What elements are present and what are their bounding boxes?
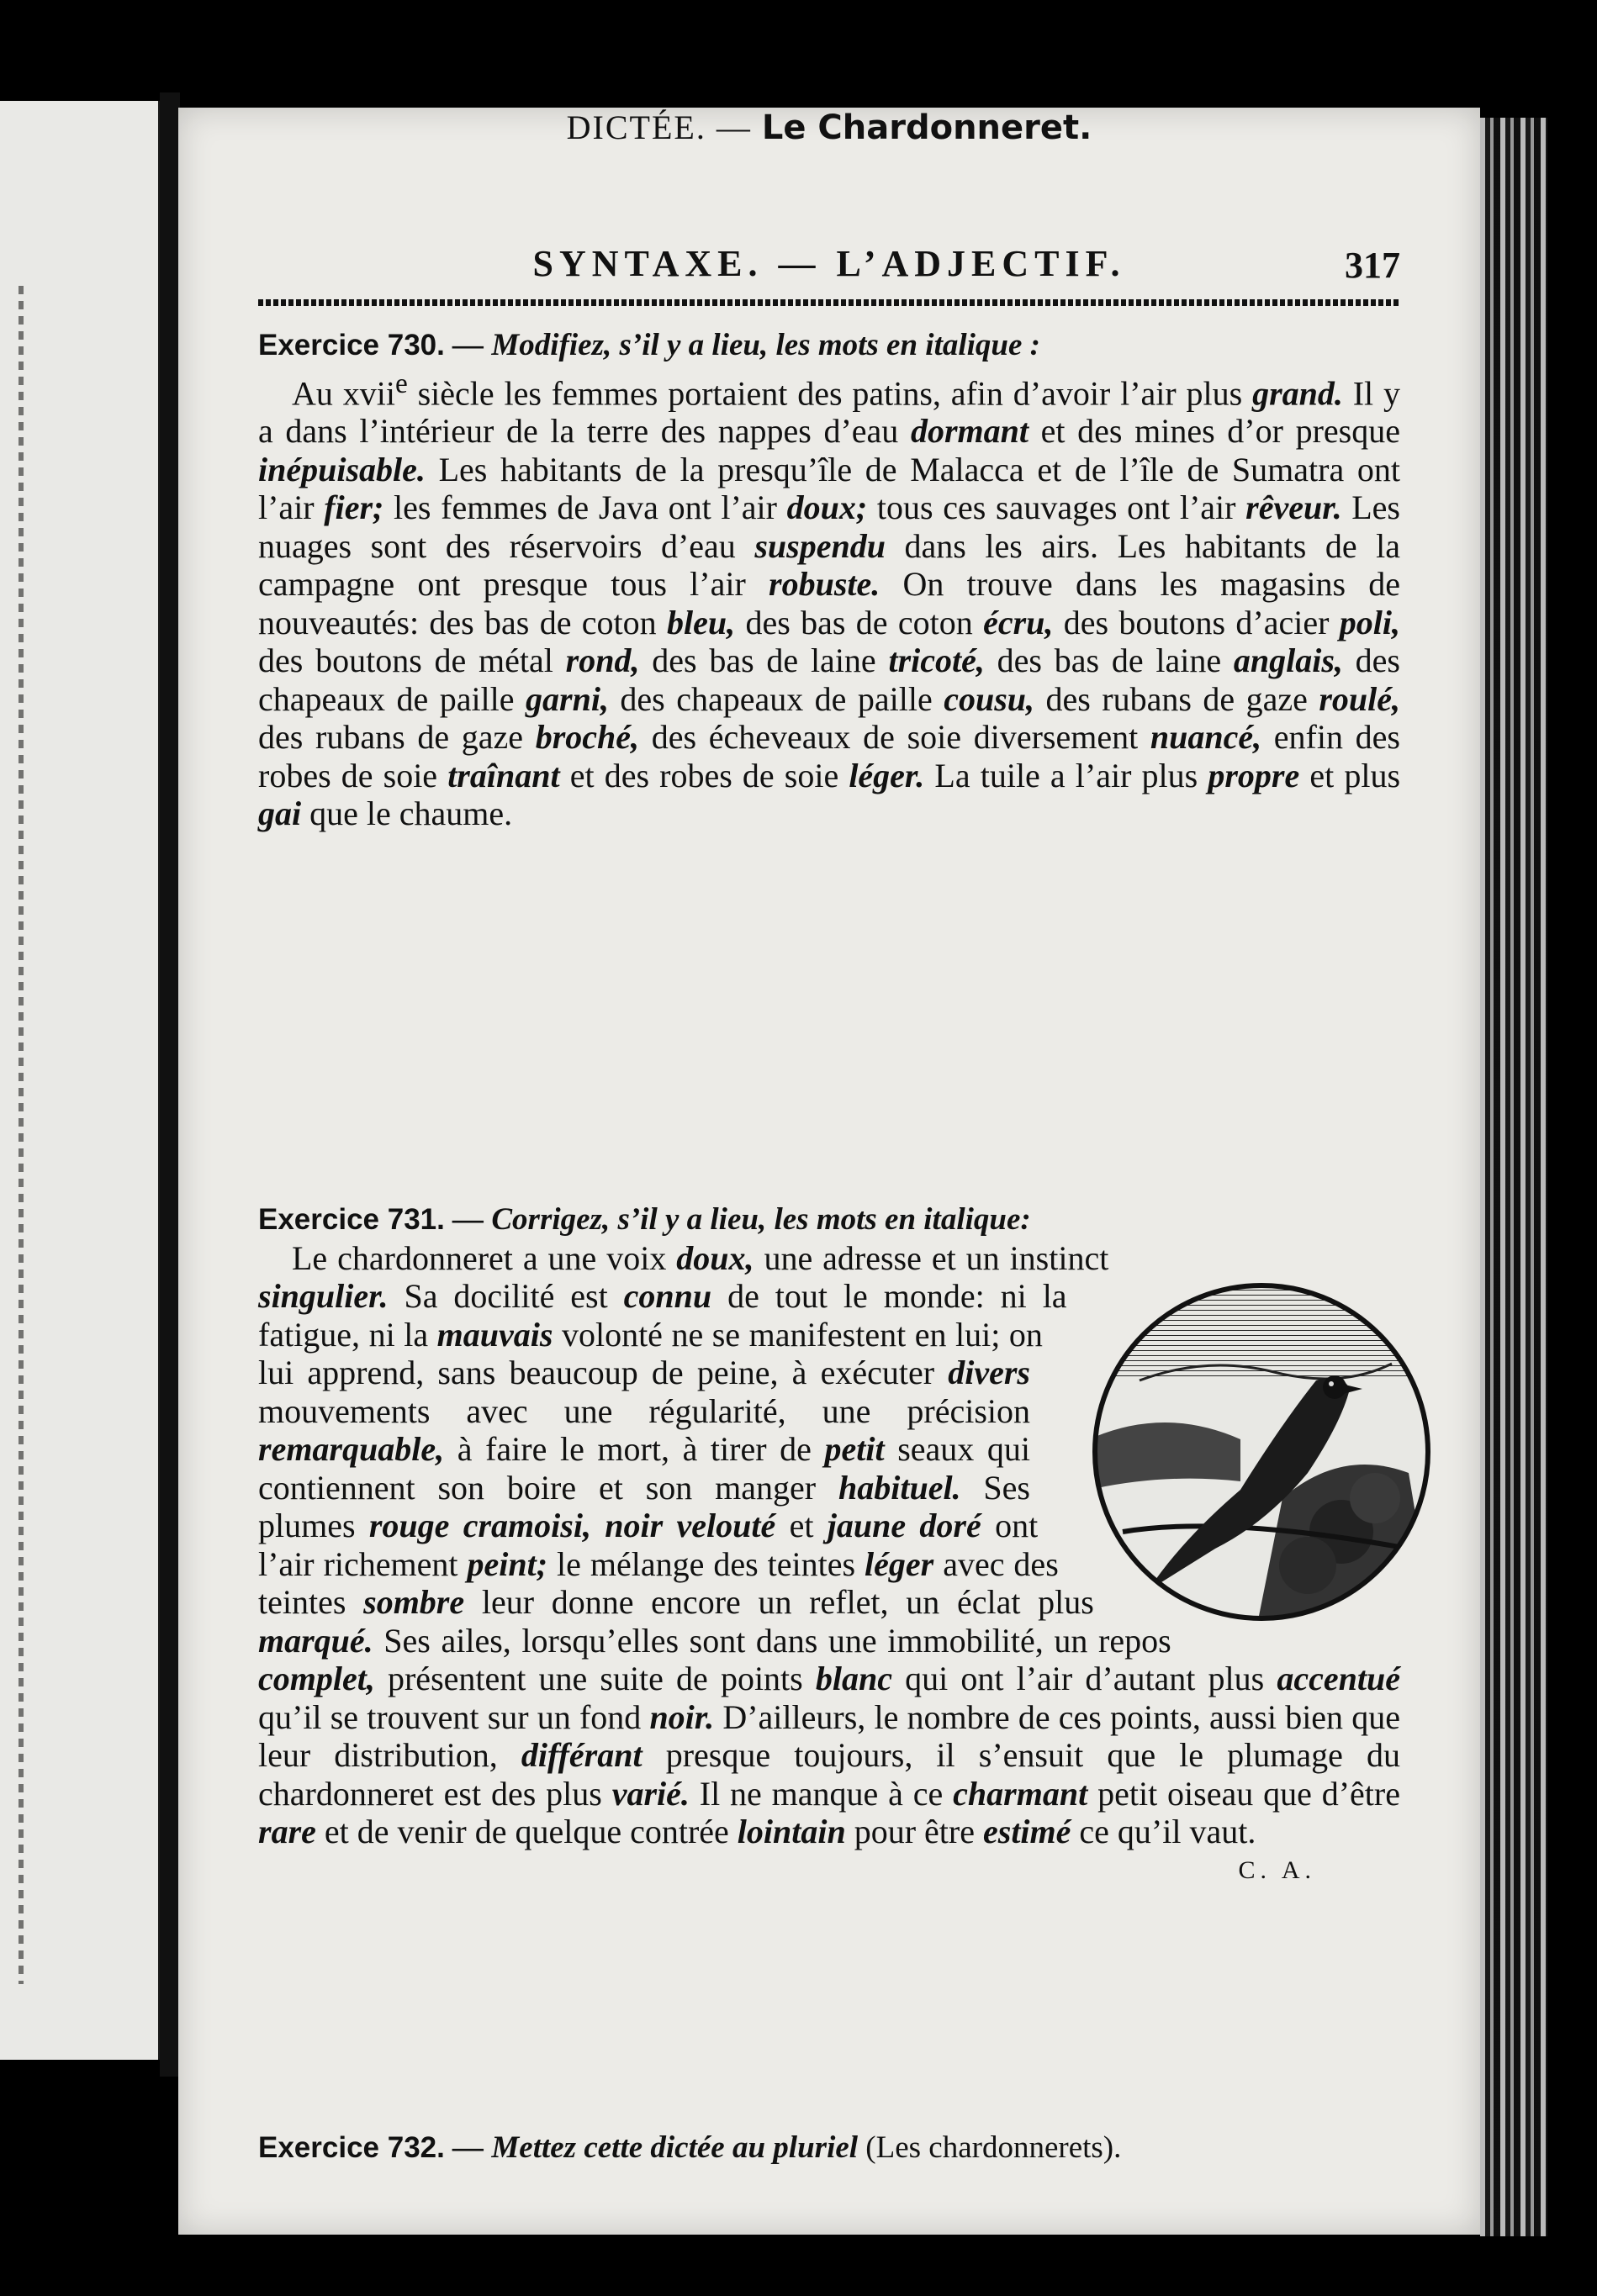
italic-word: peint; bbox=[467, 1544, 548, 1583]
text-run: mouvements avec une régularité, une précision bbox=[258, 1391, 1030, 1430]
italic-word: doux; bbox=[786, 488, 868, 527]
running-head-title: SYNTAXE. — L’ADJECTIF. bbox=[532, 243, 1126, 284]
text-run: des chapeaux de paille bbox=[258, 641, 1400, 718]
text-run: D’ailleurs, le nombre de ces points, aussi bien que leur distribution, bbox=[258, 1697, 1400, 1774]
dictee-title: Le Chardonneret. bbox=[761, 108, 1092, 147]
text-run: petit oiseau que d’être bbox=[1087, 1774, 1400, 1813]
exercise-731-text bbox=[258, 1239, 1400, 1851]
italic-word: complet, bbox=[258, 1660, 375, 1697]
text-run: des bas de laine bbox=[639, 641, 889, 680]
exercise-730-text bbox=[258, 365, 1400, 833]
text-run: à faire le mort, à tirer de bbox=[444, 1430, 825, 1468]
exercise-instruction: — Modifiez, s’il y a lieu, les mots en italique : bbox=[444, 328, 1040, 362]
text-run: ce qu’il vaut. bbox=[1071, 1813, 1256, 1850]
exercise-731 bbox=[258, 1201, 1400, 1889]
italic-word: grand. bbox=[1252, 373, 1343, 412]
text-run: présentent une suite de points bbox=[374, 1660, 816, 1697]
page-stack-edge bbox=[1480, 118, 1547, 2236]
exercise-label: Exercice 730. bbox=[258, 329, 445, 362]
text-run: de tout le monde: ni la fatigue, ni la bbox=[258, 1277, 1067, 1354]
italic-word: marqué. bbox=[258, 1621, 373, 1660]
italic-word: rouge cramoisi, bbox=[368, 1507, 591, 1544]
left-page-edge bbox=[0, 101, 161, 2060]
italic-word: divers bbox=[948, 1354, 1030, 1391]
text-run: des bas de coton bbox=[735, 603, 984, 641]
italic-word: habituel. bbox=[838, 1468, 961, 1507]
italic-word: petit bbox=[824, 1430, 885, 1468]
italic-word: traînant bbox=[447, 756, 560, 794]
text-run: leur donne encore un reflet, un éclat plus bbox=[464, 1583, 1094, 1621]
italic-word: robuste. bbox=[769, 565, 880, 604]
text-run: des rubans de gaze bbox=[1034, 679, 1319, 718]
text-run: presque toujours, il s’ensuit que le plumage du chardonneret est des plus bbox=[258, 1736, 1401, 1813]
page-number: 317 bbox=[1345, 245, 1400, 286]
text-run: qui ont l’air d’autant plus bbox=[892, 1660, 1277, 1697]
italic-word: doux, bbox=[676, 1238, 754, 1277]
text-run: tous ces sauvages ont l’air bbox=[867, 488, 1246, 527]
italic-word: nuancé, bbox=[1150, 718, 1262, 757]
text-run: Ses ailes, lorsqu’elles sont dans une immobilité, un repos bbox=[373, 1621, 1171, 1660]
text-run: les femmes de Java ont l’air bbox=[383, 488, 787, 527]
text-run: Sa docilité est bbox=[388, 1277, 624, 1315]
italic-word: accentué bbox=[1277, 1660, 1400, 1697]
page-content bbox=[258, 108, 1401, 2165]
text-run: Les nuages sont des réservoirs d’eau bbox=[258, 488, 1400, 565]
goldfinch-engraving-icon bbox=[1055, 1280, 1400, 1624]
italic-word: blanc bbox=[815, 1660, 892, 1697]
italic-word: léger bbox=[865, 1544, 934, 1583]
text-run: et des robes de soie bbox=[559, 756, 849, 794]
text-run: des boutons de métal bbox=[258, 641, 566, 680]
running-head bbox=[258, 242, 1400, 293]
text-run: des bas de laine bbox=[984, 641, 1234, 680]
exercise-label: Exercice 732. bbox=[258, 2131, 445, 2164]
text-run: des chapeaux de paille bbox=[608, 679, 944, 718]
italic-word: inépuisable. bbox=[258, 450, 426, 488]
goldfinch-illustration bbox=[1089, 1280, 1434, 1624]
text-run: Au xvii bbox=[292, 373, 395, 412]
italic-word: lointain bbox=[737, 1813, 846, 1850]
exercise-note: (Les chardonnerets). bbox=[858, 2130, 1122, 2165]
text-run: La tuile a l’air plus bbox=[924, 756, 1208, 794]
book-spine bbox=[160, 92, 180, 2077]
italic-word: remarquable, bbox=[258, 1430, 445, 1468]
italic-word: garni, bbox=[526, 679, 609, 718]
italic-word: cousu, bbox=[944, 679, 1035, 718]
italic-word: tricoté, bbox=[888, 641, 985, 680]
italic-word: noir velouté bbox=[605, 1507, 776, 1544]
exercise-instruction: — Mettez cette dictée au pluriel bbox=[444, 2130, 859, 2165]
italic-word: connu bbox=[623, 1277, 712, 1315]
text-run: et de venir de quelque contrée bbox=[315, 1813, 738, 1850]
italic-word: roulé, bbox=[1319, 679, 1401, 718]
italic-word: différant bbox=[521, 1736, 643, 1774]
italic-word: suspendu bbox=[754, 526, 886, 565]
text-run: et bbox=[775, 1507, 828, 1544]
italic-word: rond, bbox=[565, 641, 640, 680]
text-run: avec des teintes bbox=[258, 1544, 1059, 1621]
text-run: qu’il se trouvent sur un fond bbox=[258, 1697, 650, 1736]
book-page bbox=[178, 108, 1480, 2235]
exercise-label: Exercice 731. bbox=[258, 1203, 445, 1236]
italic-word: charmant bbox=[953, 1774, 1088, 1813]
text-run: seaux qui contiennent son boire et son manger bbox=[258, 1430, 1031, 1507]
exercise-732 bbox=[258, 2130, 1400, 2166]
italic-word: rare bbox=[258, 1813, 316, 1850]
italic-word: broché, bbox=[535, 718, 640, 757]
italic-word: fier; bbox=[324, 488, 384, 527]
header-rule bbox=[258, 299, 1400, 306]
text-run: Il ne manque à ce bbox=[689, 1774, 954, 1813]
text-run: dans les airs. Les habitants de la campagne ont presque tous l’air bbox=[258, 526, 1400, 604]
text-run: et des mines d’or presque bbox=[1028, 412, 1400, 451]
text-run: pour être bbox=[845, 1813, 983, 1850]
italic-word: bleu, bbox=[667, 603, 736, 641]
text-run: Il y a dans l’intérieur de la terre des nappes d’eau bbox=[258, 373, 1400, 451]
text-run: On trouve dans les magasins de nouveautés: des bas de coton bbox=[258, 565, 1401, 641]
italic-word: léger. bbox=[849, 756, 925, 794]
text-run: le mélange des teintes bbox=[547, 1544, 865, 1583]
text-run: Le chardonneret a une voix bbox=[292, 1238, 677, 1277]
text-run: une adresse et un instinct bbox=[754, 1238, 1109, 1277]
text-run: des boutons d’acier bbox=[1053, 603, 1340, 641]
text-run: e bbox=[394, 367, 408, 399]
italic-word: écru, bbox=[983, 603, 1054, 641]
exercise-730 bbox=[258, 326, 1400, 833]
italic-word: sombre bbox=[363, 1583, 465, 1621]
exercise-730-heading bbox=[258, 326, 1400, 365]
text-run: volonté ne se manifestent en lui; on lui apprend, sans beaucoup de peine, à exécuter bbox=[258, 1315, 1043, 1391]
dictee-heading bbox=[258, 108, 1400, 147]
italic-word: singulier. bbox=[258, 1277, 389, 1315]
italic-word: varié. bbox=[611, 1774, 690, 1813]
dictee-label: DICTÉE. — bbox=[566, 108, 762, 146]
text-run: Ses plumes bbox=[258, 1468, 1030, 1544]
italic-word: anglais, bbox=[1233, 641, 1343, 680]
italic-word: poli, bbox=[1339, 603, 1400, 641]
italic-word: propre bbox=[1208, 756, 1300, 794]
italic-word: estimé bbox=[983, 1813, 1071, 1850]
italic-word: dormant bbox=[910, 412, 1029, 451]
text-run: des écheveaux de soie diversement bbox=[639, 718, 1150, 757]
italic-word: gai bbox=[258, 794, 302, 833]
text-run: enfin des robes de soie bbox=[258, 718, 1400, 794]
italic-word: rêveur. bbox=[1245, 488, 1342, 527]
text-run: ont l’air richement bbox=[258, 1507, 1039, 1583]
text-run: des rubans de gaze bbox=[258, 718, 536, 757]
italic-word: jaune doré bbox=[827, 1507, 981, 1544]
author-signature: C. A. bbox=[1238, 1855, 1316, 1884]
text-run bbox=[591, 1507, 605, 1544]
italic-word: noir. bbox=[649, 1697, 715, 1736]
text-run: et plus bbox=[1299, 756, 1401, 794]
exercise-731-heading bbox=[258, 1201, 1400, 1239]
exercise-instruction: — Corrigez, s’il y a lieu, les mots en italique: bbox=[444, 1202, 1031, 1237]
text-run: Les habitants de la presqu’île de Malacca et de l’île de Sumatra ont l’air bbox=[258, 450, 1400, 527]
text-run: siècle les femmes portaient des patins, afin d’avoir l’air plus bbox=[407, 373, 1253, 412]
italic-word: mauvais bbox=[436, 1315, 553, 1354]
text-run: que le chaume. bbox=[301, 794, 513, 833]
